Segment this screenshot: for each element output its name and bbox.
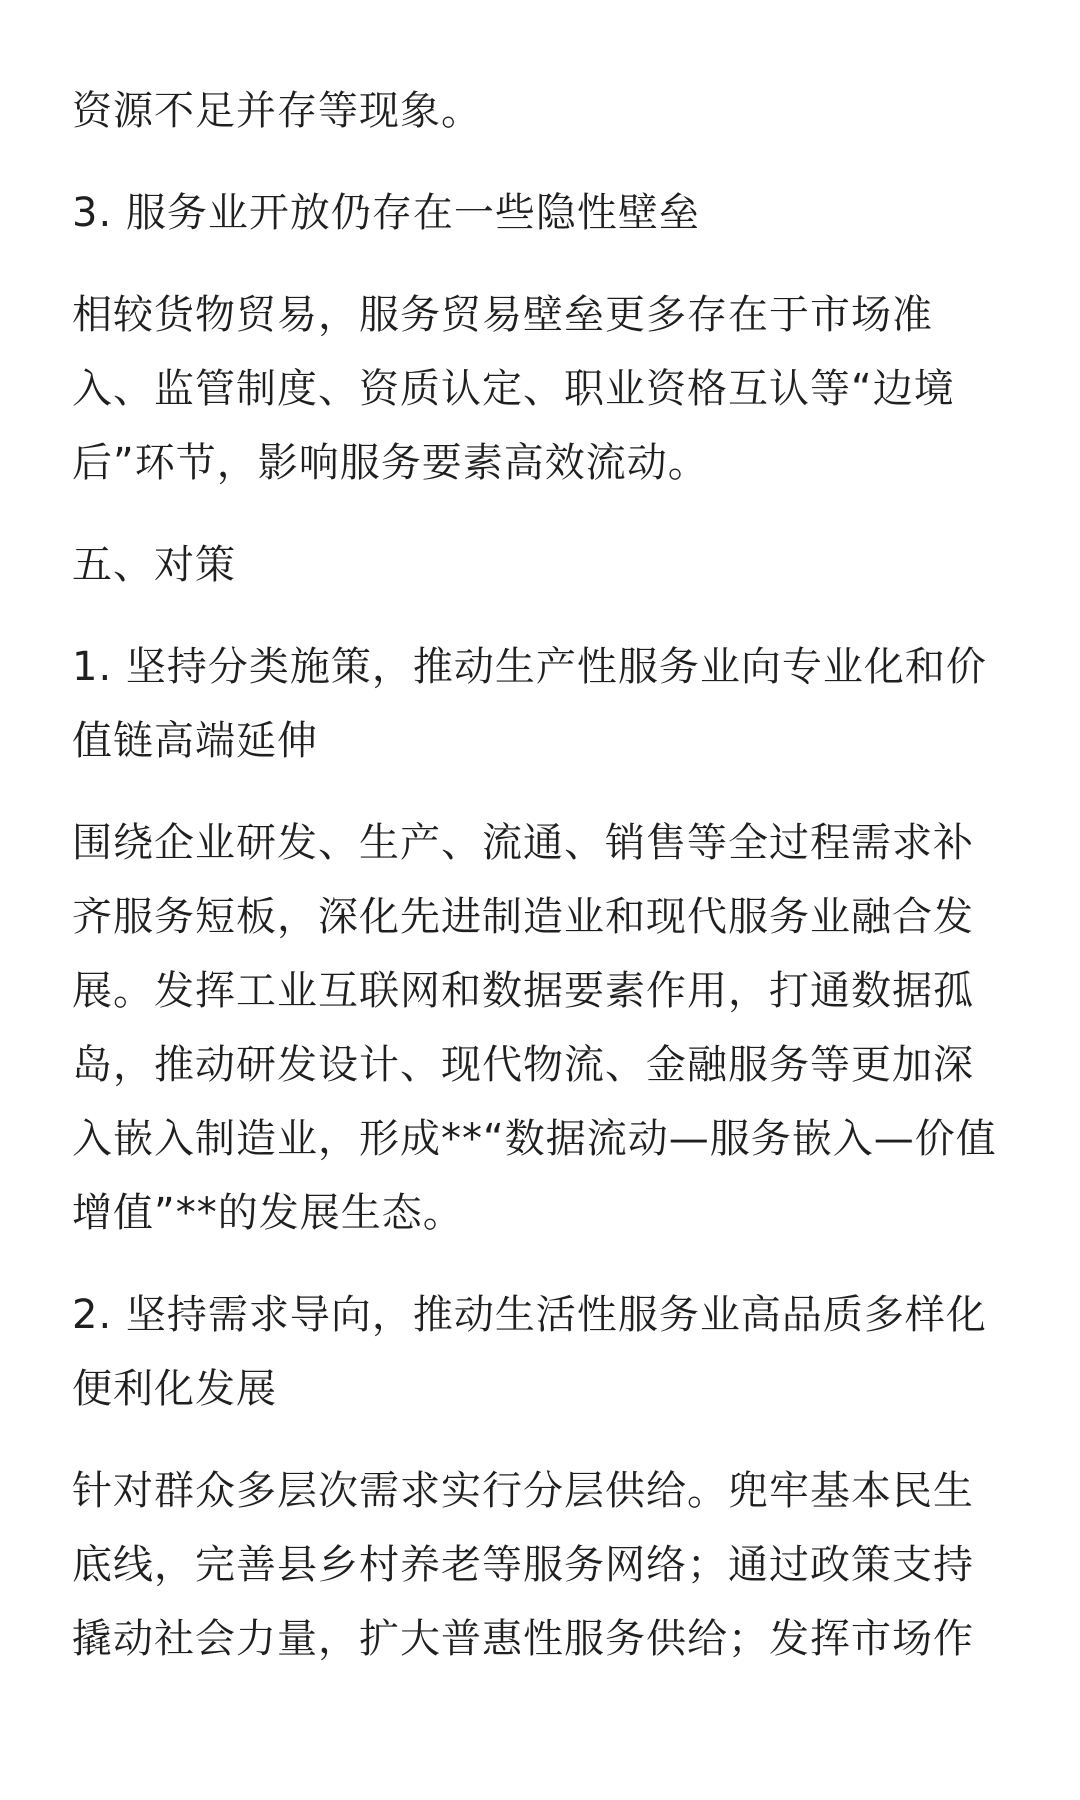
subheading-service-opening-barriers: 3. 服务业开放仍存在一些隐性壁垒 bbox=[72, 190, 700, 236]
paragraph-continuation: 资源不足并存等现象。 bbox=[72, 88, 482, 134]
paragraph-consumer-services: 针对群众多层次需求实行分层供给。兜牢基本民生底线，完善县乡村养老等服务网络；通过政策支持撬动社会力量，扩大普惠性服务供给；发挥市场作 bbox=[72, 1468, 974, 1662]
section-heading-countermeasures: 五、对策 bbox=[72, 542, 236, 588]
subheading-producer-services: 1. 坚持分类施策，推动生产性服务业向专业化和价值链高端延伸 bbox=[72, 644, 987, 764]
subheading-consumer-services: 2. 坚持需求导向，推动生活性服务业高品质多样化便利化发展 bbox=[72, 1292, 987, 1412]
paragraph-producer-services: 围绕企业研发、生产、流通、销售等全过程需求补齐服务短板，深化先进制造业和现代服务业融合发展。发挥工业互联网和数据要素作用，打通数据孤岛，推动研发设计、现代物流、金融服务等更加深入嵌入制造业，形成**“数据流动—服务嵌入—价值增值”**的发展生态。 bbox=[72, 820, 997, 1236]
article-body bbox=[72, 74, 1008, 1704]
paragraph-trade-barriers: 相较货物贸易，服务贸易壁垒更多存在于市场准入、监管制度、资质认定、职业资格互认等“边境后”环节，影响服务要素高效流动。 bbox=[72, 292, 955, 486]
